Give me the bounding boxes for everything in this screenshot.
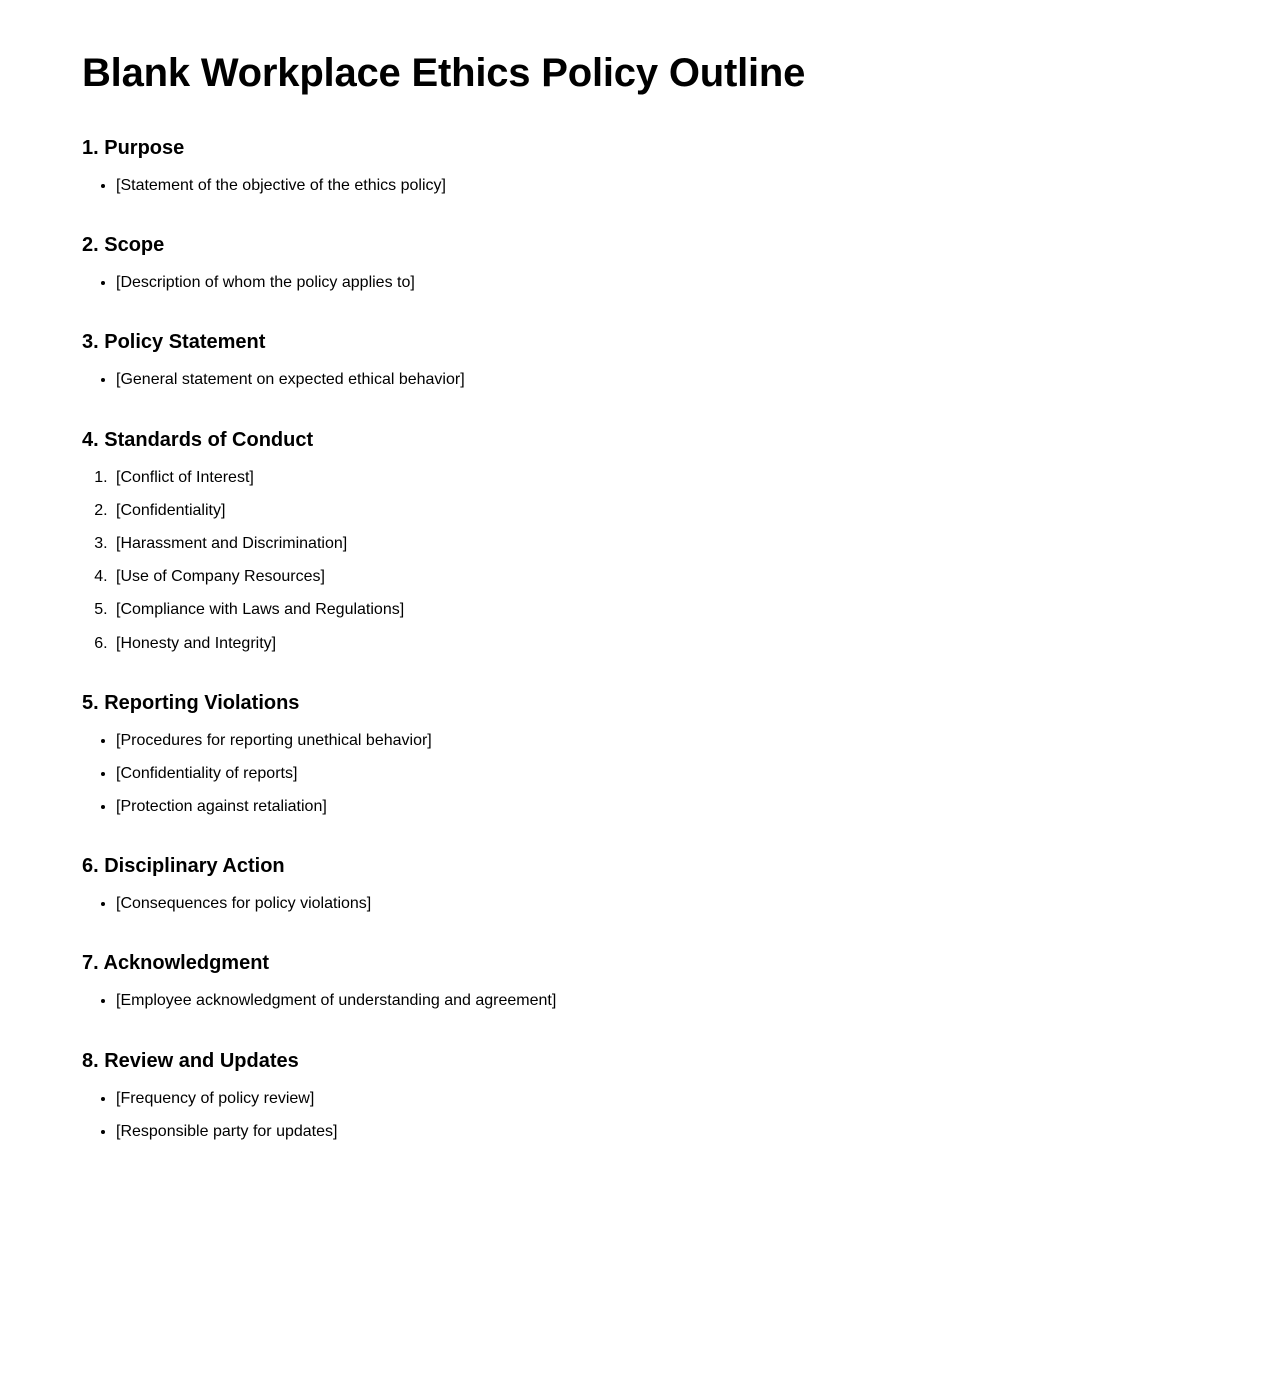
section-heading: 3. Policy Statement [82,331,266,354]
section-heading: 5. Reporting Violations [82,691,300,714]
section-acknowledgment [82,951,1218,1010]
section-heading: 8. Review and Updates [82,1049,299,1072]
section-heading: 7. Acknowledgment [82,952,270,975]
list-item: • [Employee acknowledgment of understanding and agreement] [116,991,1218,1010]
section-numbered-list [82,468,1218,653]
section-list [82,1089,1218,1141]
section-list [82,894,1218,913]
list-item: 4. [Use of Company Resources] [112,567,1218,586]
section-scope [82,233,1218,292]
section-list [82,370,1218,389]
list-item: • [Confidentiality of reports] [116,764,1218,783]
list-item: 3. [Harassment and Discrimination] [112,534,1218,553]
list-item: • [Procedures for reporting unethical behavior] [116,731,1218,750]
section-policy-statement [82,330,1218,389]
section-heading: 1. Purpose [82,137,185,159]
list-item: 6. [Honesty and Integrity] [112,634,1218,653]
section-heading: 4. Standards of Conduct [82,428,314,451]
list-item: • [Statement of the objective of the ethics policy] [116,176,1218,195]
section-list [82,731,1218,817]
list-item: • [Description of whom the policy applies to] [116,273,1218,292]
page-bottom-whitespace [82,1141,1218,1331]
section-review-and-updates [82,1049,1218,1141]
list-item: • [General statement on expected ethical behavior] [116,370,1218,389]
list-item: • [Consequences for policy violations] [116,894,1218,913]
page-title: Blank Workplace Ethics Policy Outline [82,51,806,95]
section-heading: 2. Scope [82,234,165,257]
list-item: 2. [Confidentiality] [112,501,1218,520]
list-item: • [Protection against retaliation] [116,797,1218,816]
section-purpose [82,136,1218,195]
list-item: • [Responsible party for updates] [116,1122,1218,1141]
list-item: 1. [Conflict of Interest] [112,468,1218,487]
section-list [82,273,1218,292]
section-list [82,991,1218,1010]
list-item: 5. [Compliance with Laws and Regulations] [112,600,1218,619]
section-standards-of-conduct [82,428,1218,653]
section-list [82,176,1218,195]
list-item: • [Frequency of policy review] [116,1089,1218,1108]
section-heading: 6. Disciplinary Action [82,855,285,878]
section-reporting-violations [82,691,1218,817]
section-disciplinary-action [82,854,1218,913]
